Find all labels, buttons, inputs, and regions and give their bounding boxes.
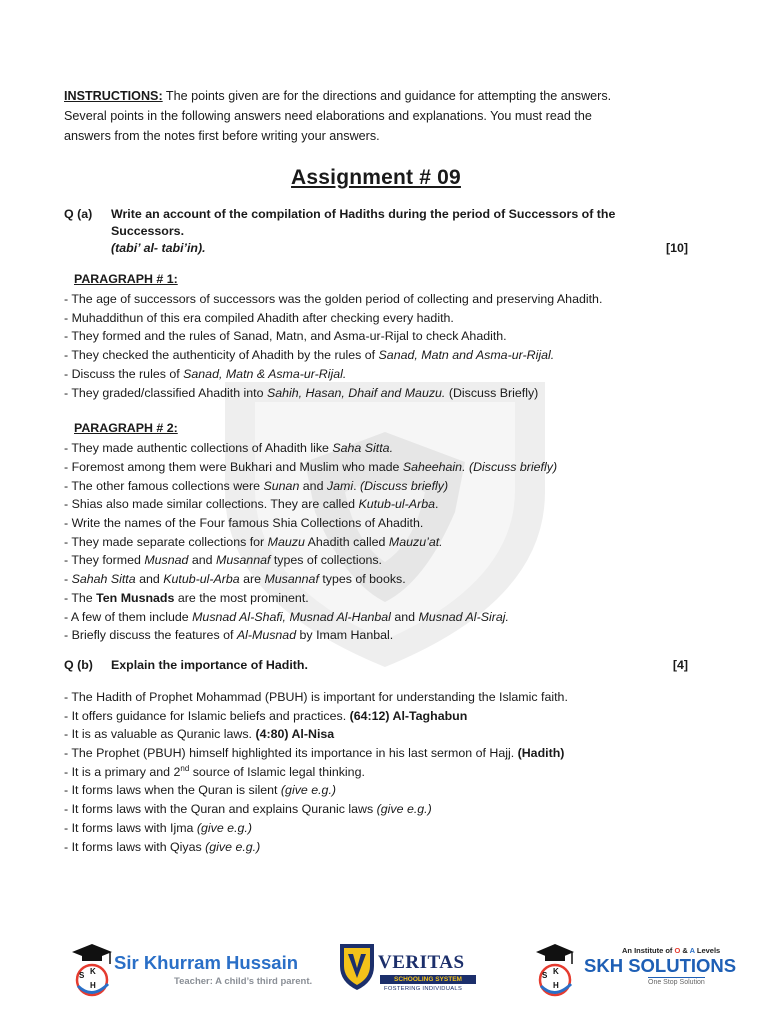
svg-text:S: S [79, 971, 85, 980]
list-item: - Write the names of the Four famous Shia Collections of Ahadith. [64, 516, 424, 531]
list-item: - They graded/classified Ahadith into Sahih, Hasan, Dhaif and Mauzu. (Discuss Briefly) [64, 385, 539, 400]
sir-khurram-hussain-logo [66, 936, 313, 1000]
logo-tagline: One Stop Solution [648, 979, 705, 986]
svg-text:H: H [553, 981, 559, 990]
svg-text:K: K [90, 967, 96, 976]
list-item: - They formed Musnad and Musannaf types of collections. [64, 553, 382, 568]
skh-solutions-logo [530, 936, 740, 1000]
list-item: - Foremost among them were Bukhari and Muslim who made Saheehain. (Discuss briefly) [64, 459, 558, 474]
paragraph-2-list [64, 439, 688, 645]
graduation-cap-icon [66, 940, 118, 998]
list-item: - Briefly discuss the features of Al-Musnad by Imam Hanbal. [64, 628, 394, 643]
paragraph-2-heading: PARAGRAPH # 2: [74, 421, 178, 436]
svg-text:S: S [542, 971, 548, 980]
list-item: - It forms laws with Qiyas (give e.g.) [64, 839, 261, 854]
list-item: - It forms laws with the Quran and explains Quranic laws (give e.g.) [64, 802, 432, 817]
question-subtext: (tabi’ al- tabi’in). [111, 241, 206, 255]
question-marks: [4] [672, 657, 688, 672]
list-item: - Sahah Sitta and Kutub-ul-Arba are Musannaf types of books. [64, 572, 406, 587]
question-marks: [10] [665, 241, 688, 255]
question-number: Q (b) [64, 657, 93, 672]
page-title: Assignment # 09 [291, 166, 461, 189]
list-item: - It offers guidance for Islamic beliefs and practices. (64:12) Al-Taghabun [64, 708, 468, 723]
list-item: - Muhaddithun of this era compiled Ahadith after checking every hadith. [64, 310, 454, 325]
veritas-logo [338, 942, 480, 1002]
veritas-shield-icon [338, 942, 376, 992]
veritas-subtitle: FOSTERING INDIVIDUALS [384, 986, 463, 992]
list-item: - The Prophet (PBUH) himself highlighted its importance in his last sermon of Hajj. (Hadith) [64, 746, 565, 761]
list-item: - They checked the authenticity of Ahadith by the rules of Sanad, Matn and Asma-ur-Rijal. [64, 348, 555, 363]
list-item: - They made authentic collections of Ahadith like Saha Sitta. [64, 441, 394, 456]
document-body [64, 86, 688, 856]
veritas-band: SCHOOLING SYSTEM [380, 975, 476, 984]
list-item: - A few of them include Musnad Al-Shafi, Musnad Al-Hanbal and Musnad Al-Siraj. [64, 609, 509, 624]
question-a [64, 206, 688, 257]
list-item: - Shias also made similar collections. They are called Kutub-ul-Arba. [64, 497, 439, 512]
veritas-name: VERITAS [378, 952, 465, 973]
paragraph-1-list [64, 290, 688, 402]
list-item: - Discuss the rules of Sanad, Matn & Asma-ur-Rijal. [64, 366, 347, 381]
question-number: Q (a) [64, 207, 93, 221]
question-b [64, 657, 688, 674]
question-text: Explain the importance of Hadith. [111, 657, 308, 672]
list-item: - The Hadith of Prophet Mohammad (PBUH) is important for understanding the Islamic faith. [64, 689, 568, 704]
list-item: - The Ten Musnads are the most prominent. [64, 590, 309, 605]
list-item: - The other famous collections were Sunan and Jami. (Discuss briefly) [64, 478, 449, 493]
graduation-cap-icon [530, 940, 580, 998]
list-item: - They formed and the rules of Sanad, Matn, and Asma-ur-Rijal to check Ahadith. [64, 329, 507, 344]
logo-topline: An Institute of O & A Levels [622, 946, 721, 955]
logo-name: SKH SOLUTIONS [584, 955, 737, 976]
footer-logos [0, 936, 768, 1006]
logo-tagline: Teacher: A child’s third parent. [174, 976, 313, 987]
question-b-list [64, 688, 688, 856]
question-text: Write an account of the compilation of Hadiths during the period of Successors of the Successors. [111, 207, 616, 238]
list-item: - It forms laws with Ijma (give e.g.) [64, 820, 252, 835]
instructions: INSTRUCTIONS: The points given are for the directions and guidance for attempting the answers. Several points in the following answers need elaborations and explanations. You must read the answers from the notes first before writing your answers. [64, 89, 612, 143]
svg-text:K: K [553, 967, 559, 976]
paragraph-1-heading: PARAGRAPH # 1: [74, 272, 178, 286]
svg-text:H: H [90, 981, 96, 990]
instructions-label: INSTRUCTIONS: [64, 89, 163, 103]
list-item: - They made separate collections for Mauzu Ahadith called Mauzu’at. [64, 534, 443, 549]
logo-name: Sir Khurram Hussain [114, 952, 299, 973]
list-item: - It forms laws when the Quran is silent (give e.g.) [64, 783, 337, 798]
list-item: - It is a primary and 2nd source of Islamic legal thinking. [64, 763, 365, 779]
list-item: - It is as valuable as Quranic laws. (4:80) Al-Nisa [64, 727, 335, 742]
list-item: - The age of successors of successors was the golden period of collecting and preserving Ahadith. [64, 292, 603, 306]
